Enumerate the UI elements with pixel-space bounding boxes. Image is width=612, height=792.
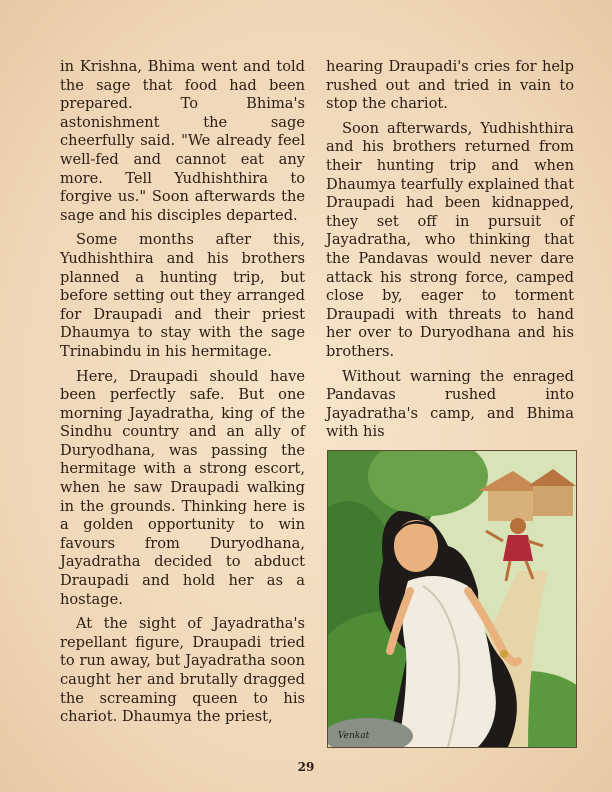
paragraph: Here, Draupadi should have been perfectly safe. But one morning Jayadratha, king of the Sindhu country and an ally of Duryodhana, was passing the hermitage with a strong escort, when he saw Draupadi walking in the grounds. Thinking here is a golden opportunity to win favours from Duryodhana, Jayadratha decided to abduct Draupadi and hold her as a hostage. (60, 367, 305, 608)
paragraph: in Krishna, Bhima went and told the sage that food had been prepared. To Bhima's astonishment the sage cheerfully said. "We already feel well-fed and cannot eat any more. Tell Yudhishthira to forgive us." Soon afterwards the sage and his disciples departed. (60, 58, 305, 224)
story-illustration (327, 450, 577, 748)
paragraph: Some months after this, Yudhishthira and his brothers planned a hunting trip, but before setting out they arranged for Draupadi and their priest Dhaumya to stay with the sage Trinabindu in his hermitage. (60, 231, 305, 360)
left-text-column (60, 58, 305, 733)
right-text-column (326, 58, 574, 448)
paragraph: Soon afterwards, Yudhishthira and his brothers returned from their hunting trip and when Dhaumya tearfully explained that Draupadi had been kidnapped, they set off in pursuit of Jayadratha, who thinking that the Pandavas would never dare attack his strong force, camped close by, eager to torment Draupadi with threats to hand her over to Duryodhana and his brothers. (326, 119, 574, 360)
paragraph: hearing Draupadi's cries for help rushed out and tried in vain to stop the chariot. (326, 58, 574, 113)
page-number: 29 (297, 760, 315, 774)
artist-signature: Venkat (338, 731, 370, 741)
paragraph: Without warning the enraged Pandavas rushed into Jayadratha's camp, and Bhima with his (326, 367, 574, 441)
paragraph: At the sight of Jayadratha's repellant figure, Draupadi tried to run away, but Jayadratha soon caught her and brutally dragged the screaming queen to his chariot. Dhaumya the priest, (60, 615, 305, 726)
illustration-drawing (328, 451, 576, 747)
